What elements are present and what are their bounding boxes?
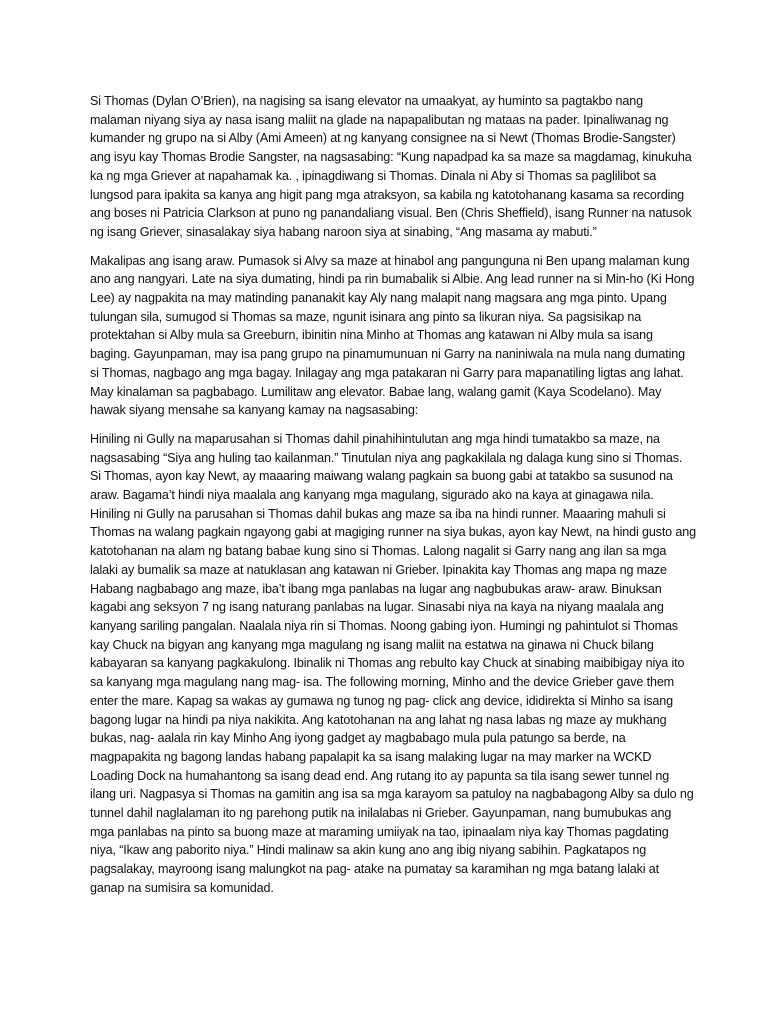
paragraph-3: Hiniling ni Gully na maparusahan si Thomas dahil pinahihintulutan ang mga hindi tumatakbo sa maze, na nagsasabing “Siya ang huling tao kailanman.” Tinutulan niya ang pagkakilala ng dalaga kung sino si Thomas. Si Thomas, ayon kay Newt, ay maaaring maiwang walang pagkain sa buong gabi at tatakbo sa susunod na araw. Bagama’t hindi niya maalala ang kanyang mga magulang, sigurado ako na kaya at ginagawa nila. Hiniling ni Gully na parusahan si Thomas dahil bukas ang maze sa iba na hindi runner. Maaaring mahuli si Thomas na walang pagkain ngayong gabi at magiging runner na siya bukas, ayon kay Newt, na hindi gusto ang katotohanan na alam ng batang babae kung sino si Thomas. Lalong nagalit si Garry nang ang ilan sa mga lalaki ay bumalik sa maze at natuklasan ang katawan ni Grieber. Ipinakita kay Thomas ang mapa ng maze Habang nagbabago ang maze, iba’t ibang mga panlabas na lugar ang nagbubukas araw- araw. Binuksan kagabi ang seksyon 7 ng isang naturang panlabas na lugar. Sinasabi niya na kaya na niyang maalala ang kanyang sariling pangalan. Naalala niya rin si Thomas. Noong gabing iyon. Humingi ng pahintulot si Thomas kay Chuck na bigyan ang kanyang mga magulang ng isang maliit na estatwa na ginawa ni Chuck bilang kabayaran sa kanyang pagkakulong. Ibinalik ni Thomas ang rebulto kay Chuck at sinabing maibibigay niya ito sa kanyang mga magulang nang mag- isa. The following morning, Minho and the device Grieber gave them enter the mare. Kapag sa wakas ay gumawa ng tunog ng pag- click ang device, ididirekta si Minho sa isang bagong lugar na hindi pa niya nakikita. Ang katotohanan na ang lahat ng nasa labas ng maze ay mukhang bukas, nag- aalala rin kay Minho Ang iyong gadget ay magbabago mula pula patungo sa berde, na magpapakita ng bagong landas habang papalapit ka sa isang malaking lugar na may marker na WCKD Loading Dock na humahantong sa isang dead end. Ang rutang ito ay papunta sa tila isang sewer tunnel ng ilang uri. Nagpasya si Thomas na gamitin ang isa sa mga karayom sa patuloy na nagbabagong Alby sa dulo ng tunnel dahil naglalaman ito ng parehong putik na inilalabas ni Grieber. Gayunpaman, nang bumubukas ang mga panlabas na pinto sa buong maze at maraming umiiyak na tao, ipinaalam niya kay Thomas pagdating niya, “Ikaw ang paborito niya.” Hindi malinaw sa akin kung ano ang ibig niyang sabihin. Pagkatapos ng pagsalakay, mayroong isang malungkot na pag- atake na pumatay sa karamihan ng mga batang lalaki at ganap na sumisira sa komunidad. [90, 431, 696, 895]
paragraph-2: Makalipas ang isang araw. Pumasok si Alvy sa maze at hinabol ang pangunguna ni Ben upang malaman kung ano ang nangyari. Late na siya dumating, hindi pa rin bumabalik si Albie. Ang lead runner na si Min-ho (Ki Hong Lee) ay nagpakita na may matinding pananakit kay Aly nang malapit nang magsara ang mga pinto. Upang tulungan sila, sumugod si Thomas sa maze, ngunit isinara ang pinto sa likuran niya. Sa pagsisikap na protektahan si Alby mula sa Greeburn, ibinitin nina Minho at Thomas ang katawan ni Alby mula sa isang baging. Gayunpaman, may isa pang grupo na pinamumunuan ni Garry na naniniwala na mula nang dumating si Thomas, nagbago ang mga bagay. Inilagay ang mga patakaran ni Garry para mapanatiling ligtas ang lahat. May kinalaman sa pagbabago. Lumilitaw ang elevator. Babae lang, walang gamit (Kaya Scodelano). May hawak siyang mensahe sa kanyang kamay na nagsasabing: [90, 253, 695, 418]
paragraph-1: Si Thomas (Dylan O’Brien), na nagising sa isang elevator na umaakyat, ay huminto sa pagtakbo nang malaman niyang siya ay nasa isang maliit na glade na napapalibutan ng mataas na pader. Ipinaliwanag ng kumander ng grupo na si Alby (Ami Ameen) at ng kanyang consignee na si Newt (Thomas Brodie-Sangster) ang isyu kay Thomas Brodie Sangster, na nagsasabing: “Kung napadpad ka sa maze sa magdamag, kinukuha ka ng mga Griever at napahamak ka. , ipinagdiwang si Thomas. Dinala ni Aby si Thomas sa paglilibot sa lungsod para ipakita sa kanya ang higit pang mga atraksyon, sa kabila ng katotohanang kasama sa recording ang boses ni Patricia Clarkson at puno ng panandaliang visual. Ben (Chris Sheffield), isang Runner na natusok ng isang Griever, sinasalakay siya habang naroon siya at sinabing, “Ang masama ay mabuti.” [90, 94, 692, 239]
